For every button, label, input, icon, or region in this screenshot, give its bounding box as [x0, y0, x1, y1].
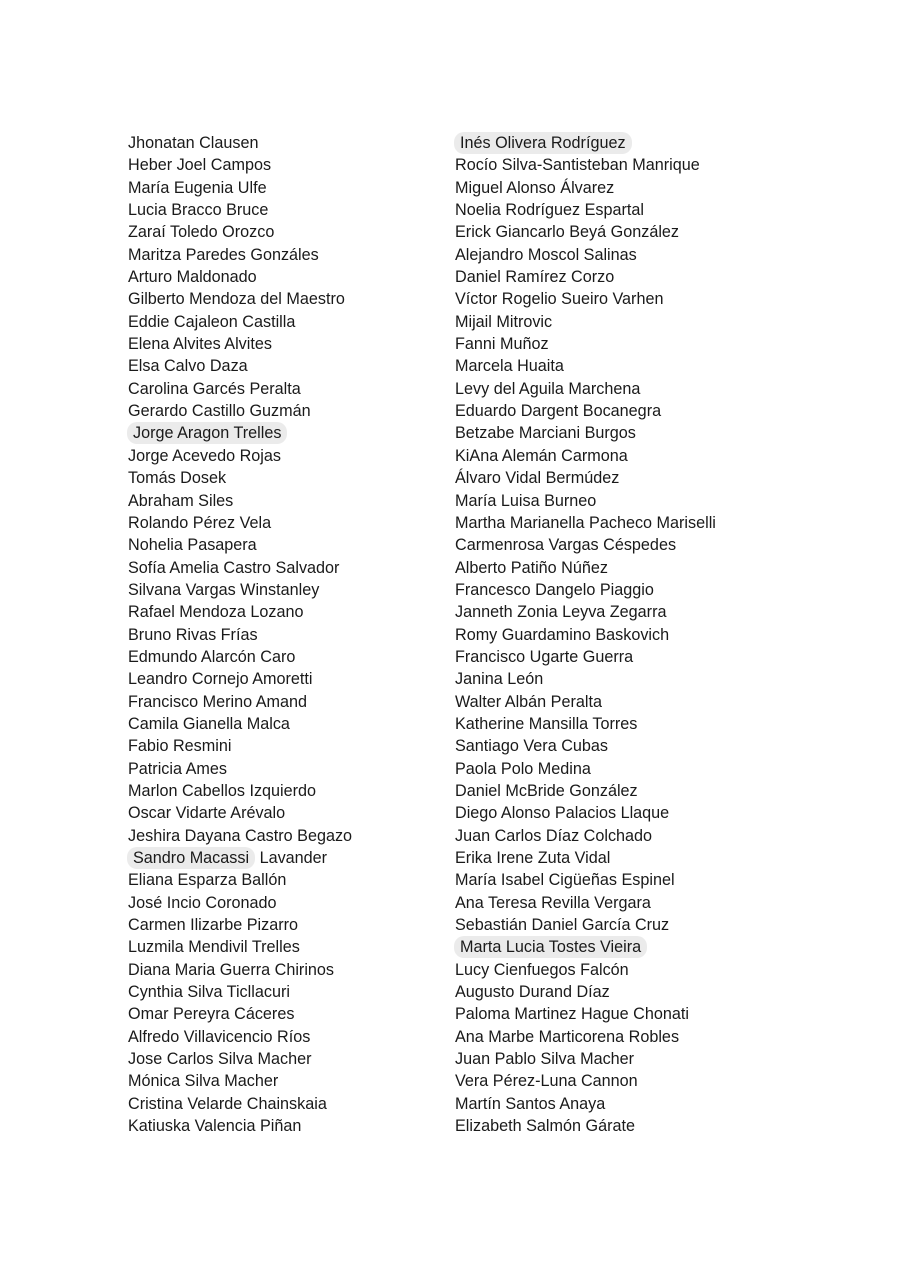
name-entry: Jhonatan Clausen — [128, 134, 259, 152]
name-entry: Bruno Rivas Frías — [128, 625, 258, 644]
name-entry: Rafael Mendoza Lozano — [128, 603, 304, 622]
name-entry: Gilberto Mendoza del Maestro — [128, 290, 345, 309]
name-entry: Francisco Merino Amand — [128, 692, 308, 711]
name-entry: Walter Albán Peralta — [455, 692, 602, 711]
name-entry: Paloma Martinez Hague Chonati — [455, 1005, 689, 1024]
name-entry: Alberto Patiño Núñez — [455, 558, 608, 577]
name-entry: Daniel McBride González — [455, 781, 638, 800]
name-entry: Víctor Rogelio Sueiro Varhen — [455, 290, 664, 309]
name-entry: Ana Teresa Revilla Vergara — [455, 893, 651, 912]
name-entry — [455, 132, 785, 154]
name-entry: Maritza Paredes Gonzáles — [128, 245, 319, 264]
name-entry: Augusto Durand Díaz — [455, 983, 610, 1002]
name-entry: Nohelia Pasapera — [128, 536, 257, 555]
name-entry: Eliana Esparza Ballón — [128, 871, 287, 890]
name-entry: Vera Pérez-Luna Cannon — [455, 1072, 638, 1091]
name-entry: Eddie Cajaleon Castilla — [128, 312, 296, 331]
name-entry: Betzabe Marciani Burgos — [455, 424, 636, 443]
name-entry: Sofía Amelia Castro Salvador — [128, 558, 340, 577]
name-entry: Cristina Velarde Chainskaia — [128, 1094, 327, 1113]
name-entry: José Incio Coronado — [128, 893, 277, 912]
name-entry: Juan Carlos Díaz Colchado — [455, 826, 653, 845]
name-entry: Camila Gianella Malca — [128, 714, 290, 733]
name-entry: Ana Marbe Marticorena Robles — [455, 1027, 680, 1046]
name-entry: Mijail Mitrovic — [455, 312, 553, 331]
name-entry: Gerardo Castillo Guzmán — [128, 402, 311, 421]
name-entry: Katiuska Valencia Piñan — [128, 1117, 302, 1136]
name-entry: Katherine Mansilla Torres — [455, 714, 638, 733]
name-entry: Diana Maria Guerra Chirinos — [128, 960, 335, 979]
name-entry: Daniel Ramírez Corzo — [455, 268, 615, 287]
name-remainder: Lavander — [255, 849, 328, 867]
name-entry: Elizabeth Salmón Gárate — [455, 1117, 635, 1136]
name-entry: Lucia Bracco Bruce — [128, 201, 269, 220]
name-entry: Jeshira Dayana Castro Begazo — [128, 826, 353, 845]
name-entry: Marlon Cabellos Izquierdo — [128, 781, 317, 800]
name-entry: Erick Giancarlo Beyá González — [455, 223, 680, 242]
name-entry: Marcela Huaita — [455, 357, 564, 376]
name-entry: Romy Guardamino Baskovich — [455, 625, 670, 644]
name-entry: Paola Polo Medina — [455, 759, 591, 778]
name-entry: Oscar Vidarte Arévalo — [128, 804, 286, 823]
name-entry: Rocío Silva-Santisteban Manrique — [455, 156, 700, 175]
name-entry: Miguel Alonso Álvarez — [455, 178, 615, 197]
name-entry: Arturo Maldonado — [128, 268, 257, 287]
name-entry: Tomás Dosek — [128, 469, 227, 488]
name-entry: María Isabel Cigüeñas Espinel — [455, 871, 675, 890]
name-entry: Alejandro Moscol Salinas — [455, 245, 637, 264]
name-entry — [128, 847, 438, 869]
name-entry: Cynthia Silva Ticllacuri — [128, 983, 290, 1002]
name-entry: Patricia Ames — [128, 759, 227, 778]
name-entry: María Eugenia Ulfe — [128, 178, 267, 197]
name-entry: Elsa Calvo Daza — [128, 357, 248, 376]
name-entry: Rolando Pérez Vela — [128, 513, 272, 532]
name-entry: Alfredo Villavicencio Ríos — [128, 1027, 311, 1046]
highlighted-name: Inés Olivera Rodríguez — [454, 132, 632, 154]
name-entry: Luzmila Mendivil Trelles — [128, 938, 300, 957]
highlighted-name: Marta Lucia Tostes Vieira — [454, 936, 647, 958]
name-entry: Omar Pereyra Cáceres — [128, 1005, 295, 1024]
name-entry: Leandro Cornejo Amoretti — [128, 670, 313, 689]
name-entry: Edmundo Alarcón Caro — [128, 647, 296, 666]
name-entry: Fanni Muñoz — [455, 335, 549, 354]
name-entry: Zaraí Toledo Orozco — [128, 223, 275, 242]
name-entry: Carmen Ilizarbe Pizarro — [128, 916, 299, 935]
name-entry: Martha Marianella Pacheco Mariselli — [455, 513, 716, 532]
name-entry: Carolina Garcés Peralta — [128, 379, 301, 398]
name-entry: Silvana Vargas Winstanley — [128, 580, 320, 599]
name-entry: Lucy Cienfuegos Falcón — [455, 960, 629, 979]
name-entry: Elena Alvites Alvites — [128, 335, 272, 354]
name-entry: Abraham Siles — [128, 491, 234, 510]
name-entry: Francisco Ugarte Guerra — [455, 647, 634, 666]
name-entry: Jose Carlos Silva Macher — [128, 1050, 312, 1069]
highlighted-name: Sandro Macassi — [127, 847, 255, 869]
name-entry: Diego Alonso Palacios Llaque — [455, 804, 670, 823]
name-entry: Mónica Silva Macher — [128, 1072, 279, 1091]
name-entry — [455, 936, 785, 958]
name-entry: Sebastián Daniel García Cruz — [455, 916, 670, 935]
name-entry: KiAna Alemán Carmona — [455, 446, 628, 465]
name-entry: Martín Santos Anaya — [455, 1094, 606, 1113]
name-entry: Santiago Vera Cubas — [455, 737, 608, 756]
name-entry: Erika Irene Zuta Vidal — [455, 849, 611, 867]
name-entry — [128, 422, 438, 444]
name-entry: Noelia Rodríguez Espartal — [455, 201, 644, 220]
name-entry: Heber Joel Campos — [128, 156, 272, 175]
name-entry: Janina León — [455, 670, 544, 689]
name-entry: Eduardo Dargent Bocanegra — [455, 402, 662, 421]
name-entry: Levy del Aguila Marchena — [455, 379, 641, 398]
name-entry: Álvaro Vidal Bermúdez — [455, 469, 620, 488]
name-entry: María Luisa Burneo — [455, 491, 597, 510]
name-entry: Juan Pablo Silva Macher — [455, 1050, 635, 1069]
name-entry: Francesco Dangelo Piaggio — [455, 580, 654, 599]
name-entry: Carmenrosa Vargas Céspedes — [455, 536, 677, 555]
name-entry: Fabio Resmini — [128, 737, 232, 756]
name-entry: Janneth Zonia Leyva Zegarra — [455, 603, 667, 622]
name-entry: Jorge Acevedo Rojas — [128, 446, 281, 465]
names-list-left — [128, 132, 438, 1137]
names-list-right — [455, 132, 785, 1137]
highlighted-name: Jorge Aragon Trelles — [127, 422, 287, 444]
